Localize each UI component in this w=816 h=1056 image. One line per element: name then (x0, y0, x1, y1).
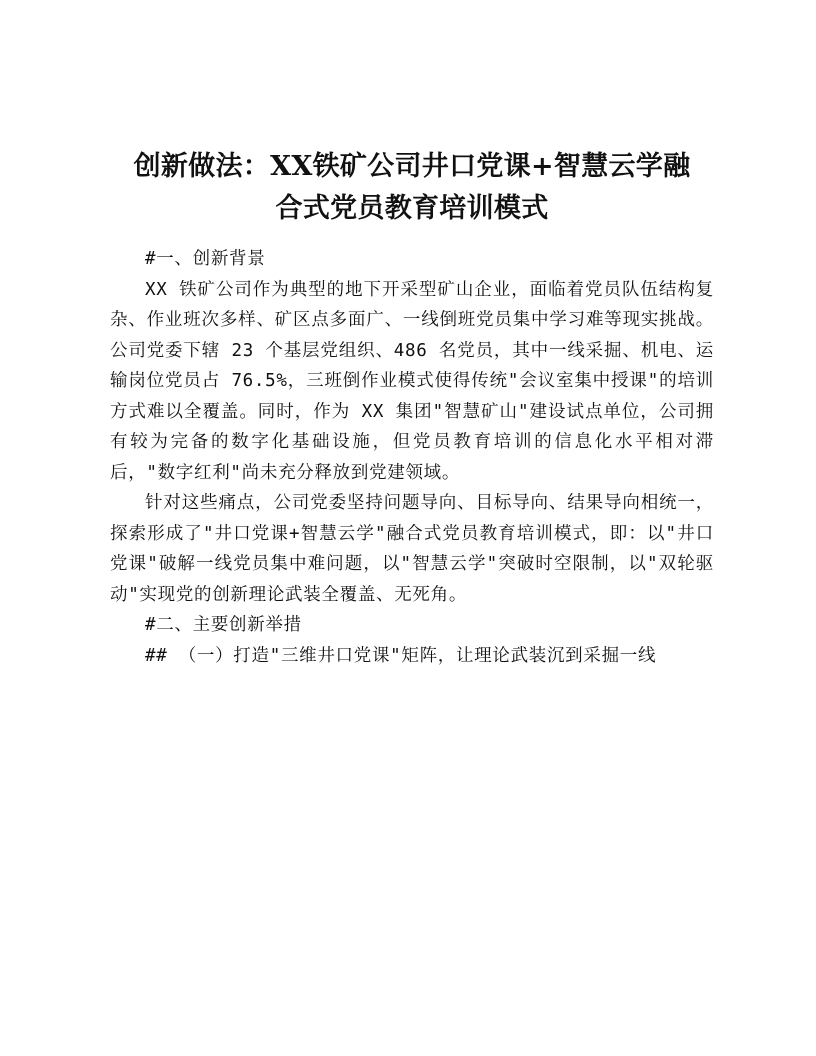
title-line-2: 合式党员教育培训模式 (275, 193, 549, 224)
document-body (110, 244, 714, 671)
section-heading-2: #二、主要创新举措 (145, 615, 302, 635)
paragraph-response: 针对这些痛点，公司党委坚持问题导向、目标导向、结果导向相统一，探索形成了"井口党课+智慧云学"融合式党员教育培训模式，即：以"井口党课"破解一线党员集中难问题，以"智慧云学"突破时空限制，以"双轮驱动"实现党的创新理论武装全覆盖、无死角。 (110, 493, 714, 605)
section-heading-1: #一、创新背景 (145, 249, 266, 269)
paragraph-background: XX 铁矿公司作为典型的地下开采型矿山企业，面临着党员队伍结构复杂、作业班次多样、矿区点多面广、一线倒班党员集中学习难等现实挑战。公司党委下辖 23 个基层党组织、486 名党员，其中一线采掘、机电、运输岗位党员占 76.5%，三班倒作业模式使得传统"会议室集中授课"的培训方式难以全覆盖。同时，作为 XX 集团"智慧矿山"建设试点单位，公司拥有较为完备的数字化基础设施，但党员教育培训的信息化水平相对滞后，"数字红利"尚未充分释放到党建领域。 (110, 279, 714, 483)
subsection-heading-1: ## （一）打造"三维井口党课"矩阵，让理论武装沉到采掘一线 (145, 645, 657, 666)
document-page (110, 146, 714, 671)
document-title (110, 146, 714, 230)
title-line-1: 创新做法：XX铁矿公司井口党课+智慧云学融 (133, 151, 691, 182)
